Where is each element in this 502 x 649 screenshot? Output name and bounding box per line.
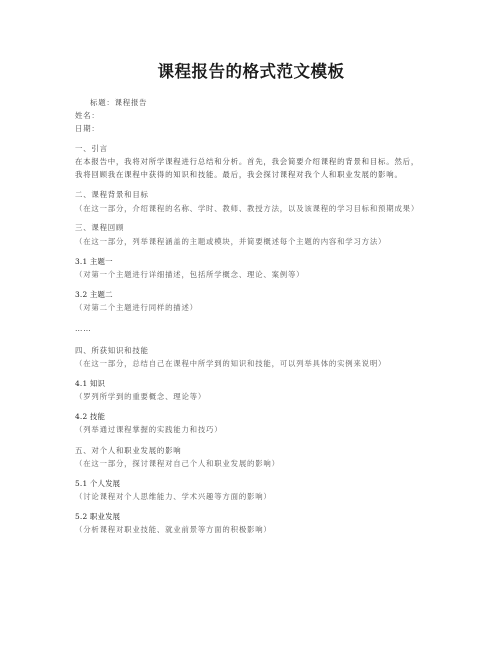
ellipsis: ……	[75, 324, 92, 333]
ability-heading: 4.2 技能	[75, 412, 106, 421]
review-note: （在这一部分，列举课程涵盖的主题或模块，并简要概述每个主题的内容和学习方法）	[75, 237, 387, 246]
background-heading: 二、课程背景和目标	[75, 190, 149, 199]
skills-heading: 四、所获知识和技能	[75, 346, 149, 355]
skills-note: （在这一部分，总结自己在课程中所学到的知识和技能，可以列举具体的实例来说明）	[75, 359, 387, 368]
impact-note: （在这一部分，探讨课程对自己个人和职业发展的影响）	[75, 459, 280, 468]
topic1-note: （对第一个主题进行详细描述，包括所学概念、理论、案例等）	[75, 270, 305, 279]
topic2-heading: 3.2 主题二	[75, 290, 113, 299]
intro-body-line-2: 我将回顾我在课程中获得的知识和技能。最后，我会探讨课程对我个人和职业发展的影响。	[75, 170, 403, 179]
background-note: （在这一部分，介绍课程的名称、学时、教师、教授方法，以及该课程的学习目标和预期成果）	[75, 204, 420, 213]
impact-heading: 五、对个人和职业发展的影响	[75, 446, 182, 455]
topic2-note: （对第二个主题进行同样的描述）	[75, 303, 198, 312]
intro-body-line-1: 在本报告中，我将对所学课程进行总结和分析。首先，我会简要介绍课程的背景和目标。然后，	[75, 157, 420, 166]
meta-date: 日期：	[75, 124, 100, 133]
personal-note: （讨论课程对个人思维能力、学术兴趣等方面的影响）	[75, 492, 272, 501]
personal-heading: 5.1 个人发展	[75, 479, 121, 488]
intro-heading: 一、引言	[75, 144, 108, 153]
meta-subject: 标题：课程报告	[90, 98, 148, 107]
knowledge-note: （罗列所学到的重要概念、理论等）	[75, 392, 207, 401]
topic1-heading: 3.1 主题一	[75, 257, 113, 266]
meta-name: 姓名：	[75, 111, 100, 120]
document-title: 课程报告的格式范文模板	[157, 62, 345, 81]
career-heading: 5.2 职业发展	[75, 512, 121, 521]
ability-note: （列举通过课程掌握的实践能力和技巧）	[75, 425, 223, 434]
knowledge-heading: 4.1 知识	[75, 379, 106, 388]
review-heading: 三、课程回顾	[75, 223, 125, 232]
career-note: （分析课程对职业技能、就业前景等方面的积极影响）	[75, 525, 272, 534]
